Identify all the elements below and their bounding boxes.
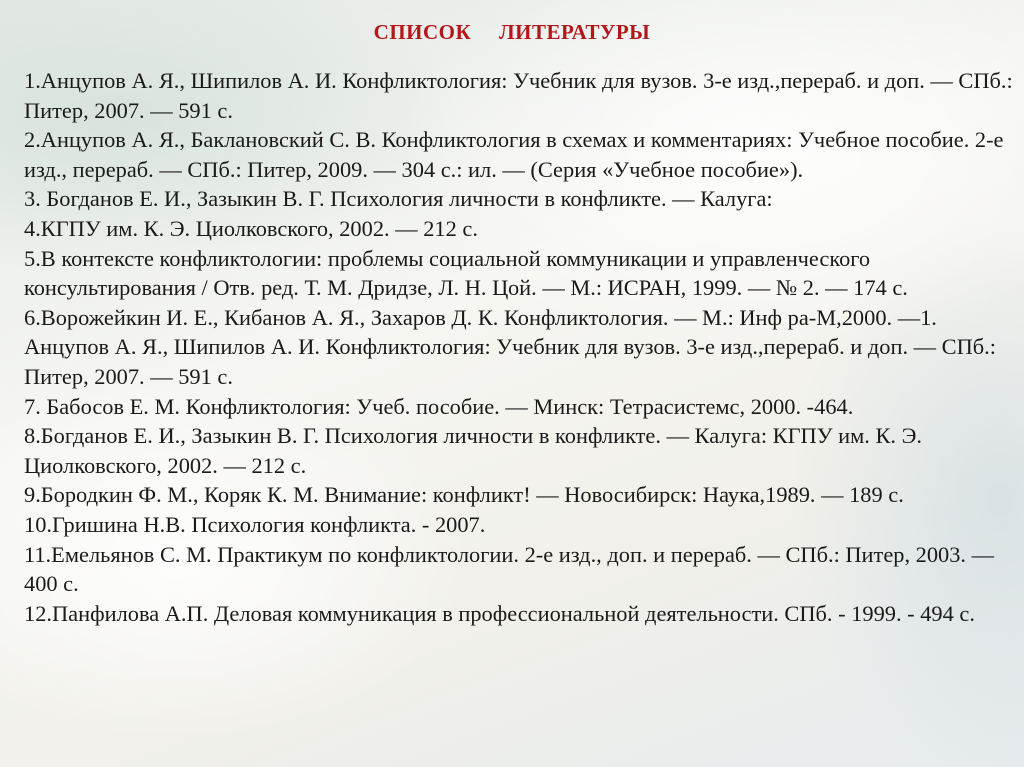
- reference-item: 12.Панфилова А.П. Деловая коммуникация в профессиональной деятельности. СПб. - 1999. - 494 с.: [24, 600, 975, 626]
- page-title: СПИСОК ЛИТЕРАТУРЫ: [373, 20, 651, 44]
- reference-item: 6.Ворожейкин И. Е., Кибанов А. Я., Захаров Д. К. Конфликтология. — М.: Инф ра-М,2000. —1. Анцупов А. Я., Шипилов А. И. Конфликтология: Учебник для вузов. 3-е изд.,перераб. и доп. — СПб.: Питер, 2007. — 591 с.: [24, 304, 996, 389]
- reference-item: 4.КГПУ им. К. Э. Циолковского, 2002. — 212 с.: [24, 215, 478, 241]
- reference-item: 3. Богданов Е. И., Зазыкин В. Г. Психология личности в конфликте. — Калуга:: [24, 186, 773, 212]
- reference-item: 1.Анцупов А. Я., Шипилов А. И. Конфликтология: Учебник для вузов. 3-е изд.,перераб. и доп. — СПб.: Питер, 2007. — 591 с.: [24, 68, 1013, 123]
- reference-item: 9.Бородкин Ф. М., Коряк К. М. Внимание: конфликт! — Новосибирск: Наука,1989. — 189 с.: [24, 482, 904, 508]
- reference-item: 2.Анцупов А. Я., Баклановский С. В. Конфликтология в схемах и комментариях: Учебное пособие. 2-е изд., перераб. — СПб.: Питер, 2009. — 304 с.: ил. — (Серия «Учебное пособие»).: [24, 127, 1004, 182]
- reference-list: [24, 66, 1014, 628]
- reference-item: 11.Емельянов С. М. Практикум по конфликтологии. 2-е изд., доп. и перераб. — СПб.: Питер, 2003. — 400 с.: [24, 541, 995, 597]
- reference-item: 7. Бабосов Е. М. Конфликтология: Учеб. пособие. — Минск: Тетрасистемс, 2000. -464.: [24, 393, 854, 419]
- reference-item: 10.Гришина Н.В. Психология конфликта. - 2007.: [24, 511, 486, 537]
- reference-item: 5.В контексте конфликтологии: проблемы социальной коммуникации и управленческого консультирования / Отв. ред. Т. М. Дридзе, Л. Н. Цой. — М.: ИСРАН, 1999. — № 2. — 174 с.: [24, 245, 908, 301]
- reference-item: 8.Богданов Е. И., Зазыкин В. Г. Психология личности в конфликте. — Калуга: КГПУ им. К. Э. Циолковского, 2002. — 212 с.: [24, 423, 922, 478]
